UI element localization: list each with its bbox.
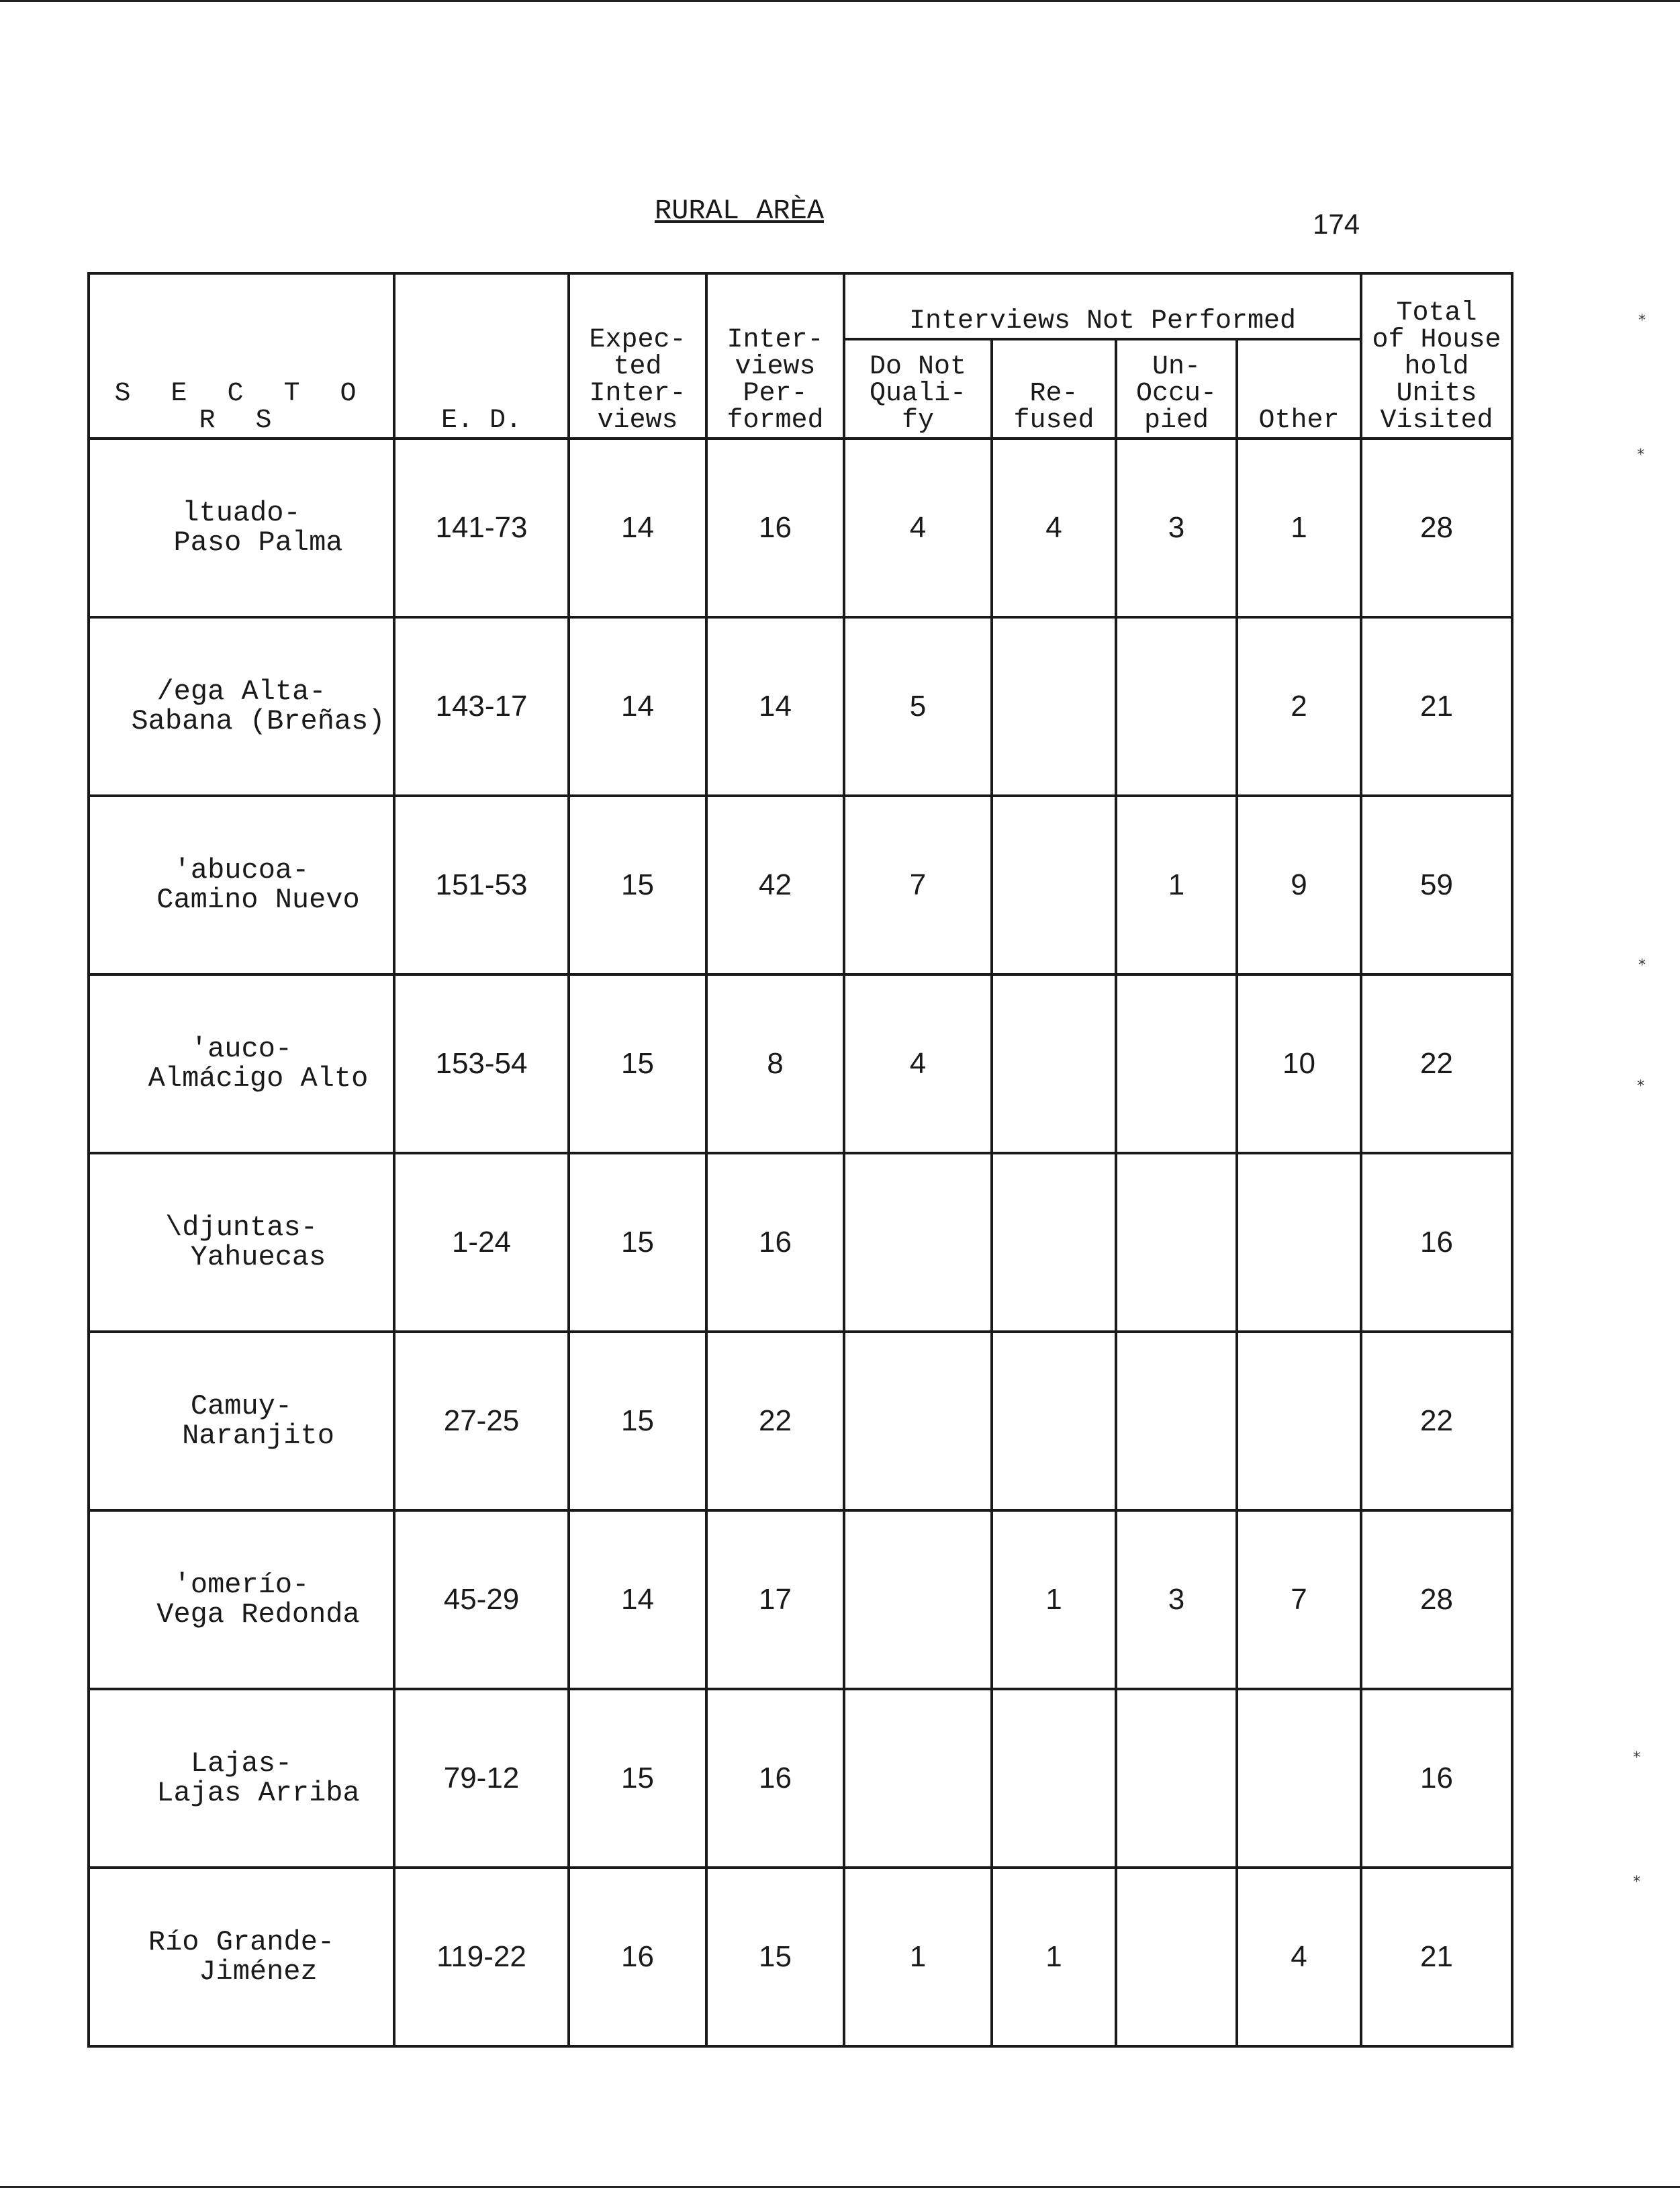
header-sectors: S E C T O R S xyxy=(89,273,394,439)
table-row xyxy=(89,1689,1512,1868)
cell-expected: 14 xyxy=(569,439,706,617)
cell-performed: 17 xyxy=(706,1510,844,1689)
header-unoccupied: Un- Occu- pied xyxy=(1116,339,1237,439)
cell-unoccupied xyxy=(1116,1332,1237,1510)
cell-expected: 15 xyxy=(569,974,706,1153)
cell-other: 10 xyxy=(1237,974,1361,1153)
sector-cell xyxy=(89,796,394,974)
sector-line1: Camuy- xyxy=(190,1390,293,1422)
table-row xyxy=(89,1868,1512,2046)
cell-other: 2 xyxy=(1237,617,1361,796)
cell-performed: 16 xyxy=(706,439,844,617)
cell-ed: 153-54 xyxy=(394,974,569,1153)
sector-line1: Lajas- xyxy=(190,1747,293,1780)
sector-line2: Lajas Arriba xyxy=(156,1777,360,1809)
sector-line2: Almácigo Alto xyxy=(148,1062,369,1095)
cell-refused xyxy=(992,1332,1116,1510)
cell-performed: 15 xyxy=(706,1868,844,2046)
cell-unoccupied xyxy=(1116,617,1237,796)
header-other: Other xyxy=(1237,339,1361,439)
survey-table xyxy=(87,272,1513,2048)
cell-expected: 14 xyxy=(569,617,706,796)
header-interviews-performed: Inter- views Per- formed xyxy=(706,273,844,439)
sector-cell xyxy=(89,1868,394,2046)
scan-speck: * xyxy=(1633,1749,1640,1766)
cell-performed: 8 xyxy=(706,974,844,1153)
sector-line1: \djuntas- xyxy=(165,1212,318,1244)
cell-expected: 15 xyxy=(569,796,706,974)
sector-line1: 'omerío- xyxy=(173,1569,310,1601)
sector-line2: Naranjito xyxy=(182,1420,334,1452)
sector-cell xyxy=(89,1510,394,1689)
sector-line1: /ega Alta- xyxy=(156,676,326,708)
cell-do-not-qualify xyxy=(844,1153,992,1332)
cell-other: 1 xyxy=(1237,439,1361,617)
cell-refused xyxy=(992,974,1116,1153)
sector-cell xyxy=(89,1332,394,1510)
cell-do-not-qualify xyxy=(844,1332,992,1510)
sector-line1: ltuado- xyxy=(182,497,301,529)
cell-other: 4 xyxy=(1237,1868,1361,2046)
cell-ed: 151-53 xyxy=(394,796,569,974)
cell-other xyxy=(1237,1689,1361,1868)
sector-cell xyxy=(89,617,394,796)
cell-ed: 45-29 xyxy=(394,1510,569,1689)
table-row xyxy=(89,1510,1512,1689)
header-row-1 xyxy=(89,273,1512,339)
scan-bottom-edge xyxy=(0,2186,1680,2188)
scan-top-edge xyxy=(0,0,1680,2)
sector-line2: Vega Redonda xyxy=(156,1598,360,1631)
cell-performed: 42 xyxy=(706,796,844,974)
cell-refused: 1 xyxy=(992,1868,1116,2046)
sector-cell xyxy=(89,1153,394,1332)
sector-cell xyxy=(89,439,394,617)
cell-unoccupied xyxy=(1116,974,1237,1153)
cell-do-not-qualify xyxy=(844,1689,992,1868)
sector-line1: 'auco- xyxy=(190,1033,293,1065)
table-row xyxy=(89,974,1512,1153)
cell-total: 21 xyxy=(1361,1868,1512,2046)
cell-total: 22 xyxy=(1361,974,1512,1153)
cell-refused: 4 xyxy=(992,439,1116,617)
sector-line2: Yahuecas xyxy=(190,1241,326,1273)
cell-unoccupied: 3 xyxy=(1116,1510,1237,1689)
table-row xyxy=(89,617,1512,796)
cell-expected: 14 xyxy=(569,1510,706,1689)
table-body xyxy=(89,439,1512,2046)
cell-do-not-qualify: 5 xyxy=(844,617,992,796)
cell-ed: 141-73 xyxy=(394,439,569,617)
scan-speck: * xyxy=(1638,957,1646,974)
sector-line1: 'abucoa- xyxy=(173,854,310,886)
cell-total: 28 xyxy=(1361,439,1512,617)
table-row xyxy=(89,439,1512,617)
cell-unoccupied: 3 xyxy=(1116,439,1237,617)
table-row xyxy=(89,1332,1512,1510)
cell-other xyxy=(1237,1332,1361,1510)
cell-other: 7 xyxy=(1237,1510,1361,1689)
cell-total: 16 xyxy=(1361,1689,1512,1868)
cell-do-not-qualify: 1 xyxy=(844,1868,992,2046)
sector-line2: Paso Palma xyxy=(173,527,343,559)
cell-expected: 15 xyxy=(569,1332,706,1510)
table-row xyxy=(89,1153,1512,1332)
cell-other xyxy=(1237,1153,1361,1332)
sector-line2: Jiménez xyxy=(199,1956,318,1988)
cell-unoccupied xyxy=(1116,1153,1237,1332)
header-total-household-units: Total of House hold Units Visited xyxy=(1361,273,1512,439)
header-refused: Re- fused xyxy=(992,339,1116,439)
header-expected-interviews: Expec- ted Inter- views xyxy=(569,273,706,439)
scan-speck: * xyxy=(1637,447,1644,463)
cell-do-not-qualify xyxy=(844,1510,992,1689)
cell-expected: 15 xyxy=(569,1153,706,1332)
cell-unoccupied: 1 xyxy=(1116,796,1237,974)
sector-line2: Sabana (Breñas) xyxy=(131,705,385,737)
cell-performed: 16 xyxy=(706,1689,844,1868)
cell-ed: 119-22 xyxy=(394,1868,569,2046)
cell-total: 59 xyxy=(1361,796,1512,974)
cell-performed: 22 xyxy=(706,1332,844,1510)
cell-do-not-qualify: 4 xyxy=(844,439,992,617)
cell-total: 21 xyxy=(1361,617,1512,796)
cell-performed: 16 xyxy=(706,1153,844,1332)
cell-total: 22 xyxy=(1361,1332,1512,1510)
cell-refused xyxy=(992,796,1116,974)
cell-refused xyxy=(992,617,1116,796)
cell-other: 9 xyxy=(1237,796,1361,974)
table-row xyxy=(89,796,1512,974)
page-title: RURAL ARÈA xyxy=(655,195,825,227)
cell-unoccupied xyxy=(1116,1689,1237,1868)
sector-line1: Río Grande- xyxy=(148,1926,335,1958)
cell-ed: 27-25 xyxy=(394,1332,569,1510)
cell-ed: 79-12 xyxy=(394,1689,569,1868)
scan-speck: * xyxy=(1637,1078,1644,1095)
cell-refused xyxy=(992,1689,1116,1868)
sector-line2: Camino Nuevo xyxy=(156,884,360,916)
cell-total: 16 xyxy=(1361,1153,1512,1332)
cell-refused xyxy=(992,1153,1116,1332)
cell-do-not-qualify: 4 xyxy=(844,974,992,1153)
scan-speck: * xyxy=(1638,312,1646,329)
cell-expected: 16 xyxy=(569,1868,706,2046)
cell-ed: 143-17 xyxy=(394,617,569,796)
cell-unoccupied xyxy=(1116,1868,1237,2046)
cell-ed: 1-24 xyxy=(394,1153,569,1332)
page-number: 174 xyxy=(1313,208,1360,240)
header-do-not-qualify: Do Not Quali- fy xyxy=(844,339,992,439)
cell-total: 28 xyxy=(1361,1510,1512,1689)
scan-speck: * xyxy=(1633,1874,1640,1890)
cell-refused: 1 xyxy=(992,1510,1116,1689)
cell-performed: 14 xyxy=(706,617,844,796)
cell-expected: 15 xyxy=(569,1689,706,1868)
header-interviews-not-performed: Interviews Not Performed xyxy=(844,273,1361,339)
cell-do-not-qualify: 7 xyxy=(844,796,992,974)
header-ed: E. D. xyxy=(394,273,569,439)
sector-cell xyxy=(89,1689,394,1868)
sector-cell xyxy=(89,974,394,1153)
